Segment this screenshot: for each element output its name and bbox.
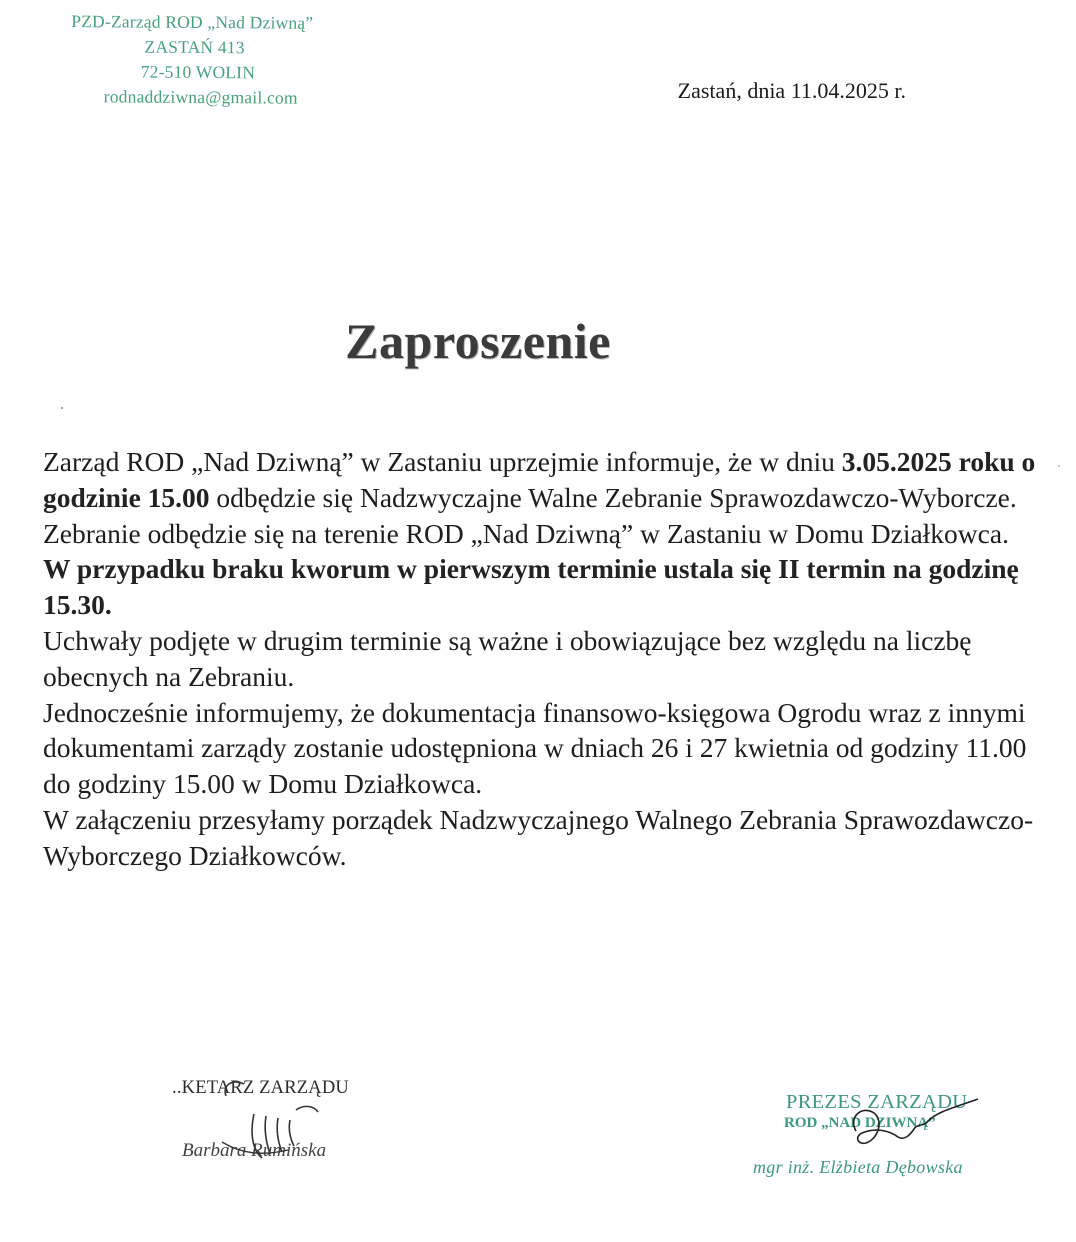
president-name: mgr inż. Elżbieta Dębowska bbox=[753, 1157, 963, 1177]
secretary-title: ..KETARZ ZARZĄDU bbox=[172, 1078, 349, 1098]
paragraph-documents: Jednocześnie informujemy, że dokumentacja finansowo-księgowa Ogrodu wraz z innymi dokumentami zarządy zostanie udostępniona w dniach 26 i 27 kwietnia od godziny 11.00 do godziny 15.00 w Domu Działkowca. bbox=[43, 696, 1027, 800]
scan-speck bbox=[61, 407, 63, 409]
paragraph-resolutions: Uchwały podjęte w drugim terminie są ważne i obowiązujące bez względu na liczbę obecnych na Zebraniu. bbox=[43, 624, 972, 692]
president-title: PREZES ZARZĄDU bbox=[786, 1091, 968, 1113]
invitation-body bbox=[43, 444, 1053, 874]
paragraph-quorum bbox=[43, 551, 1053, 623]
quorum-notice: W przypadku braku kworum w pierwszym terminie ustala się II termin na godzinę 15.30. bbox=[43, 553, 1019, 621]
paragraph-meeting-date bbox=[43, 444, 1053, 516]
scan-speck bbox=[1058, 465, 1060, 467]
meeting-datetime: 3.05.2025 roku o godzinie 15.00 bbox=[43, 446, 1036, 513]
paragraph-location: Zebranie odbędzie się na terenie ROD „Nad Dziwną” w Zastaniu w Domu Działkowca. bbox=[43, 517, 1009, 549]
paragraph-attachment: W załączeniu przesyłamy porządek Nadzwyczajnego Walnego Zebrania Sprawozdawczo-Wyborczego Działkowców. bbox=[43, 803, 1034, 871]
secretary-signature-block bbox=[172, 1072, 432, 1182]
handwritten-signature-icon bbox=[192, 1072, 352, 1172]
president-org: ROD „NAD DZIWNĄ” bbox=[784, 1115, 936, 1131]
stamp-address-city: 72-510 WOLIN bbox=[140, 61, 256, 83]
handwritten-signature-icon bbox=[828, 1091, 988, 1161]
secretary-name: Barbara Rumińska bbox=[182, 1140, 327, 1161]
stamp-org-name: PZD-Zarząd ROD „Nad Dziwną” bbox=[71, 11, 314, 33]
organization-stamp bbox=[62, 9, 353, 111]
president-signature-block bbox=[748, 1083, 1028, 1193]
document-title: Zaproszenie bbox=[345, 313, 611, 369]
place-and-date: Zastań, dnia 11.04.2025 r. bbox=[677, 78, 906, 103]
stamp-email: rodnaddziwna@gmail.com bbox=[103, 86, 298, 108]
stamp-address-street: ZASTAŃ 413 bbox=[144, 36, 245, 58]
paragraph-text: odbędzie się Nadzwyczajne Walne Zebranie Sprawozdawczo-Wyborcze. bbox=[209, 481, 1017, 513]
paragraph-text: Zarząd ROD „Nad Dziwną” w Zastaniu uprzejmie informuje, że w dniu bbox=[43, 446, 842, 477]
